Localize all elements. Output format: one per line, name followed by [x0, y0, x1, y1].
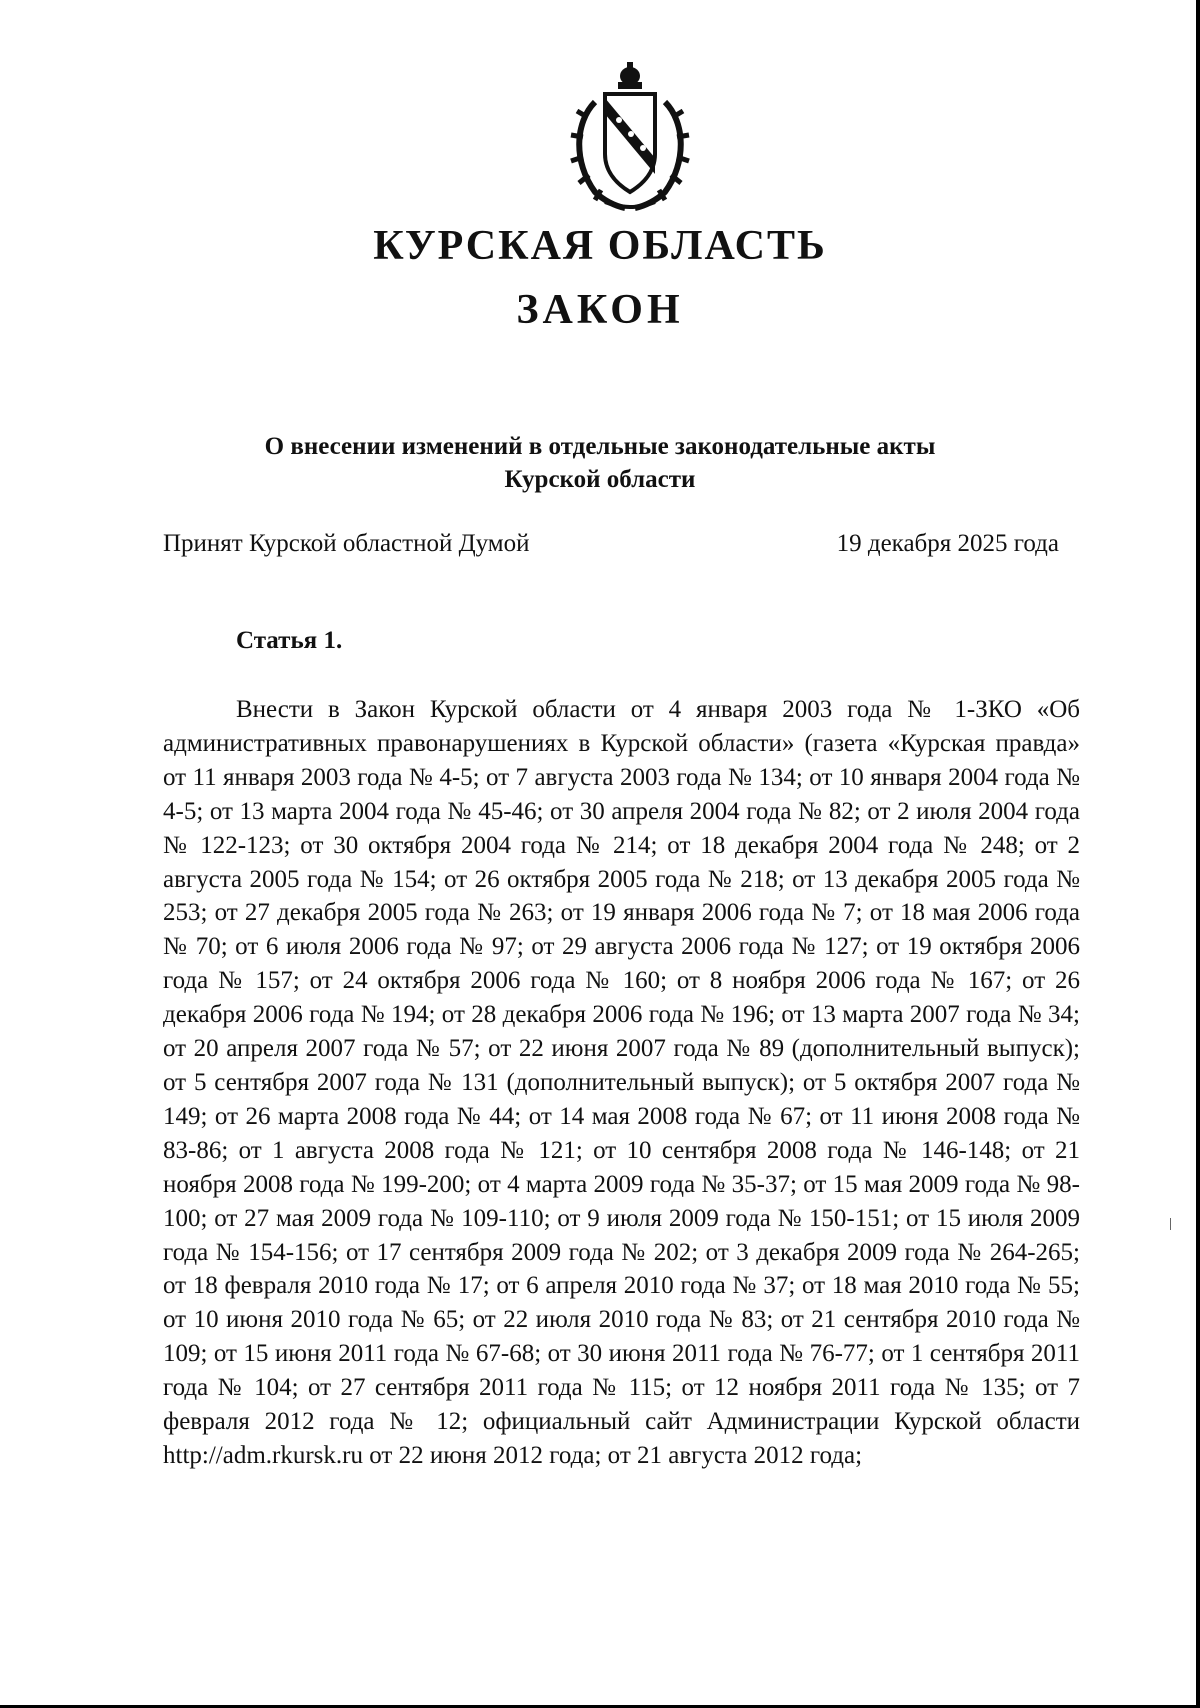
adoption-date: 19 декабря 2025 года: [836, 530, 1059, 557]
adopted-by: Принят Курской областной Думой: [163, 530, 530, 557]
law-subject-line-2: Курской области: [504, 466, 696, 493]
scan-edge-right: [1196, 0, 1200, 1708]
article-heading: Статья 1.: [236, 627, 343, 654]
coat-of-arms-icon: [565, 62, 695, 212]
article-body: Внести в Закон Курской области от 4 января 2003 года № 1-ЗКО «Об административных правонарушениях в Курской области» (газета «Курская правда» от 11 января 2003 года № 4-5; от 7 августа 2003 года № 134; от 10 января 2004 года № 4-5; от 13 марта 2004 года № 45-46; от 30 апреля 2004 года № 82; от 2 июля 2004 года № 122-123; от 30 октября 2004 года № 214; от 18 декабря 2004 года № 248; от 2 августа 2005 года № 154; от 26 октября 2005 года № 218; от 13 декабря 2005 года № 253; от 27 декабря 2005 года № 263; от 19 января 2006 года № 7; от 18 мая 2006 года № 70; от 6 июля 2006 года № 97; от 29 августа 2006 года № 127; от 19 октября 2006 года № 157; от 24 октября 2006 года № 160; от 8 ноября 2006 года № 167; от 26 декабря 2006 года № 194; от 28 декабря 2006 года № 196; от 13 марта 2007 года № 34; от 20 апреля 2007 года № 57; от 22 июня 2007 года № 89 (дополнительный выпуск); от 5 сентября 2007 года № 131 (дополнительный выпуск); от 5 октября 2007 года № 149; от 26 марта 2008 года № 44; от 14 мая 2008 года № 67; от 11 июня 2008 года № 83-86; от 1 августа 2008 года № 121; от 10 сентября 2008 года № 146-148; от 21 ноября 2008 года № 199-200; от 4 марта 2009 года № 35-37; от 15 мая 2009 года № 98-100; от 27 мая 2009 года № 109-110; от 9 июля 2009 года № 150-151; от 15 июля 2009 года № 154-156; от 17 сентября 2009 года № 202; от 3 декабря 2009 года № 264-265; от 18 февраля 2010 года № 17; от 6 апреля 2010 года № 37; от 18 мая 2010 года № 55; от 10 июня 2010 года № 65; от 22 июля 2010 года № 83; от 21 сентября 2010 года № 109; от 15 июня 2011 года № 67-68; от 30 июня 2011 года № 76-77; от 1 сентября 2011 года № 104; от 27 сентября 2011 года № 115; от 12 ноября 2011 года № 135; от 7 февраля 2012 года № 12; официальный сайт Администрации Курской области http://adm.rkursk.ru от 22 июня 2012 года; от 21 августа 2012 года;: [163, 696, 1080, 1469]
law-subject-line-1: О внесении изменений в отдельные законодательные акты: [264, 433, 936, 460]
adoption-row: [163, 530, 1059, 558]
region-title: КУРСКАЯ ОБЛАСТЬ: [373, 223, 827, 269]
law-subject: [0, 430, 1200, 496]
document-type: ЗАКОН: [516, 287, 684, 333]
scan-speck: [1170, 1218, 1171, 1230]
